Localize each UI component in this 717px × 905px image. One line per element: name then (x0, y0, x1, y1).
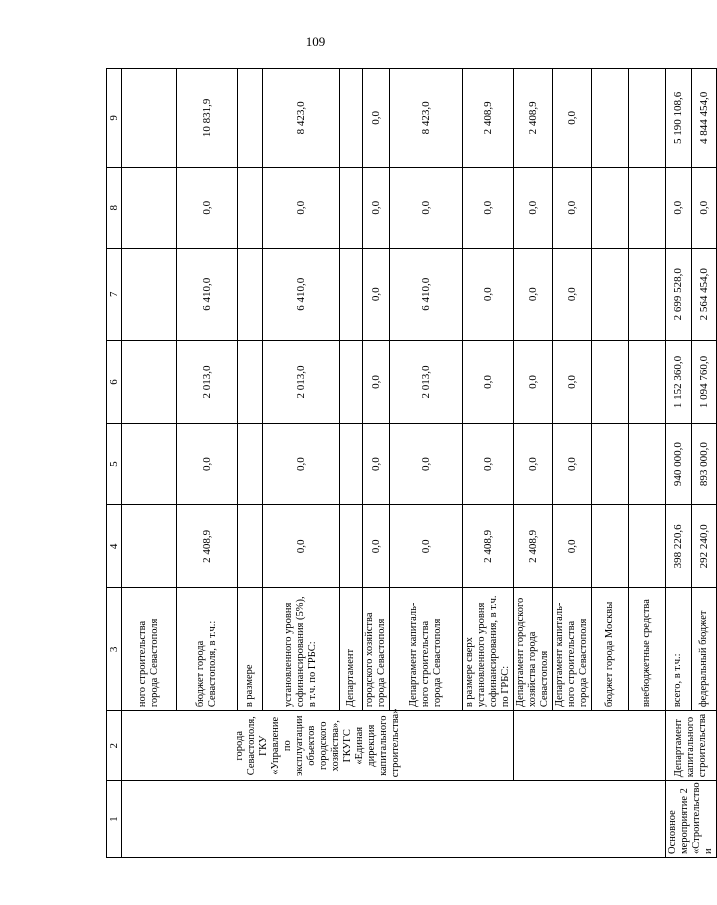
value-cell (122, 505, 177, 588)
value-cell: 292 240,0 (691, 505, 717, 588)
value-cell: 0,0 (553, 505, 592, 588)
value-cell: 4 844 454,0 (691, 69, 717, 168)
value-cell: 2 408,9 (514, 69, 553, 168)
source-cell: бюджет города Москвы (592, 588, 629, 711)
value-cell (238, 167, 263, 248)
header-cell: 1 (107, 781, 122, 858)
table-row (514, 69, 553, 858)
source-cell: ного строительства города Севастополя (122, 588, 177, 711)
header-cell: 7 (107, 248, 122, 340)
value-cell: 0,0 (463, 340, 514, 423)
value-cell (340, 248, 363, 340)
value-cell: 0,0 (553, 248, 592, 340)
value-cell (629, 248, 666, 340)
value-cell: 0,0 (363, 505, 390, 588)
source-cell: Департамент (340, 588, 363, 711)
value-cell (122, 69, 177, 168)
header-row (107, 69, 122, 858)
value-cell: 0,0 (553, 340, 592, 423)
value-cell (122, 167, 177, 248)
value-cell: 0,0 (363, 340, 390, 423)
value-cell: 0,0 (177, 424, 238, 505)
value-cell: 893 000,0 (691, 424, 717, 505)
value-cell (340, 69, 363, 168)
value-cell (238, 424, 263, 505)
value-cell: 0,0 (463, 248, 514, 340)
value-cell: 0,0 (390, 505, 463, 588)
value-cell: 0,0 (390, 167, 463, 248)
value-cell (629, 340, 666, 423)
value-cell: 0,0 (363, 424, 390, 505)
value-cell: 1 094 760,0 (691, 340, 717, 423)
value-cell: 398 220,6 (666, 505, 692, 588)
value-cell (592, 167, 629, 248)
source-cell: внебюджетные средства (629, 588, 666, 711)
value-cell: 0,0 (263, 167, 340, 248)
header-cell: 3 (107, 588, 122, 711)
value-cell (122, 340, 177, 423)
value-cell: 8 423,0 (390, 69, 463, 168)
responsible-executors-cell: города Севастополя, ГКУ «Управление по эксплуатации объектов городского хозяйства», ГКУГС «Единая дирекция капитального строительства» (122, 711, 514, 781)
header-cell: 6 (107, 340, 122, 423)
value-cell (340, 505, 363, 588)
table-row (122, 69, 177, 858)
value-cell: 10 831,9 (177, 69, 238, 168)
value-cell: 2 408,9 (177, 505, 238, 588)
source-cell: в размере (238, 588, 263, 711)
value-cell (629, 167, 666, 248)
value-cell: 0,0 (691, 167, 717, 248)
value-cell: 6 410,0 (390, 248, 463, 340)
value-cell: 0,0 (463, 424, 514, 505)
value-cell: 940 000,0 (666, 424, 692, 505)
value-cell: 5 190 108,6 (666, 69, 692, 168)
value-cell (122, 248, 177, 340)
value-cell (340, 167, 363, 248)
main-event-cell: Основное мероприятие 2 «Строительство и (666, 781, 717, 858)
value-cell: 0,0 (363, 69, 390, 168)
value-cell: 0,0 (514, 167, 553, 248)
value-cell: 2 408,9 (463, 69, 514, 168)
value-cell (592, 69, 629, 168)
value-cell (238, 69, 263, 168)
value-cell: 2 408,9 (514, 505, 553, 588)
value-cell: 1 152 360,0 (666, 340, 692, 423)
value-cell: 0,0 (553, 424, 592, 505)
value-cell (592, 505, 629, 588)
value-cell (629, 424, 666, 505)
header-cell: 9 (107, 69, 122, 168)
value-cell: 2 699 528,0 (666, 248, 692, 340)
value-cell (629, 505, 666, 588)
main-event-executor-cell: Департамент капитального строительства (666, 711, 717, 781)
value-cell: 0,0 (363, 167, 390, 248)
source-cell: бюджет города Севастополя, в т.ч.: (177, 588, 238, 711)
page-number: 109 (305, 34, 326, 49)
value-cell: 0,0 (263, 424, 340, 505)
value-cell: 0,0 (363, 248, 390, 340)
value-cell (238, 505, 263, 588)
value-cell: 2 013,0 (390, 340, 463, 423)
source-cell: Департамент капиталь-ного строительства города Севастополя (390, 588, 463, 711)
value-cell (340, 424, 363, 505)
empty-cell (514, 711, 666, 781)
budget-table (106, 68, 717, 858)
value-cell (592, 248, 629, 340)
source-cell: установленного уровня софинансирования (5%), в т.ч. по ГРБС: (263, 588, 340, 711)
rotated-table-container (106, 68, 714, 858)
value-cell: 0,0 (514, 340, 553, 423)
value-cell: 2 013,0 (177, 340, 238, 423)
value-cell (122, 424, 177, 505)
value-cell: 0,0 (263, 505, 340, 588)
empty-cell (122, 781, 666, 858)
source-cell: всего, в т.ч.: (666, 588, 692, 711)
value-cell: 0,0 (553, 167, 592, 248)
source-cell: в размере сверх установленного уровня софинансирования, в т.ч. по ГРБС: (463, 588, 514, 711)
value-cell: 2 408,9 (463, 505, 514, 588)
value-cell: 6 410,0 (177, 248, 238, 340)
value-cell (592, 424, 629, 505)
header-cell: 5 (107, 424, 122, 505)
value-cell: 0,0 (390, 424, 463, 505)
value-cell (592, 340, 629, 423)
value-cell: 0,0 (463, 167, 514, 248)
value-cell (238, 248, 263, 340)
value-cell (340, 340, 363, 423)
header-cell: 8 (107, 167, 122, 248)
header-cell: 4 (107, 505, 122, 588)
header-cell: 2 (107, 711, 122, 781)
source-cell: Департамент капиталь-ного строительства города Севастополя (553, 588, 592, 711)
value-cell (238, 340, 263, 423)
value-cell: 0,0 (553, 69, 592, 168)
source-cell: городского хозяйства города Севастополя (363, 588, 390, 711)
value-cell: 2 013,0 (263, 340, 340, 423)
value-cell: 2 564 454,0 (691, 248, 717, 340)
value-cell: 0,0 (177, 167, 238, 248)
value-cell: 0,0 (666, 167, 692, 248)
value-cell: 0,0 (514, 424, 553, 505)
source-cell: Департамент городского хозяйства города Севастополя (514, 588, 553, 711)
table-row (666, 69, 692, 858)
value-cell: 6 410,0 (263, 248, 340, 340)
value-cell (629, 69, 666, 168)
source-cell: федеральный бюджет (691, 588, 717, 711)
value-cell: 8 423,0 (263, 69, 340, 168)
value-cell: 0,0 (514, 248, 553, 340)
